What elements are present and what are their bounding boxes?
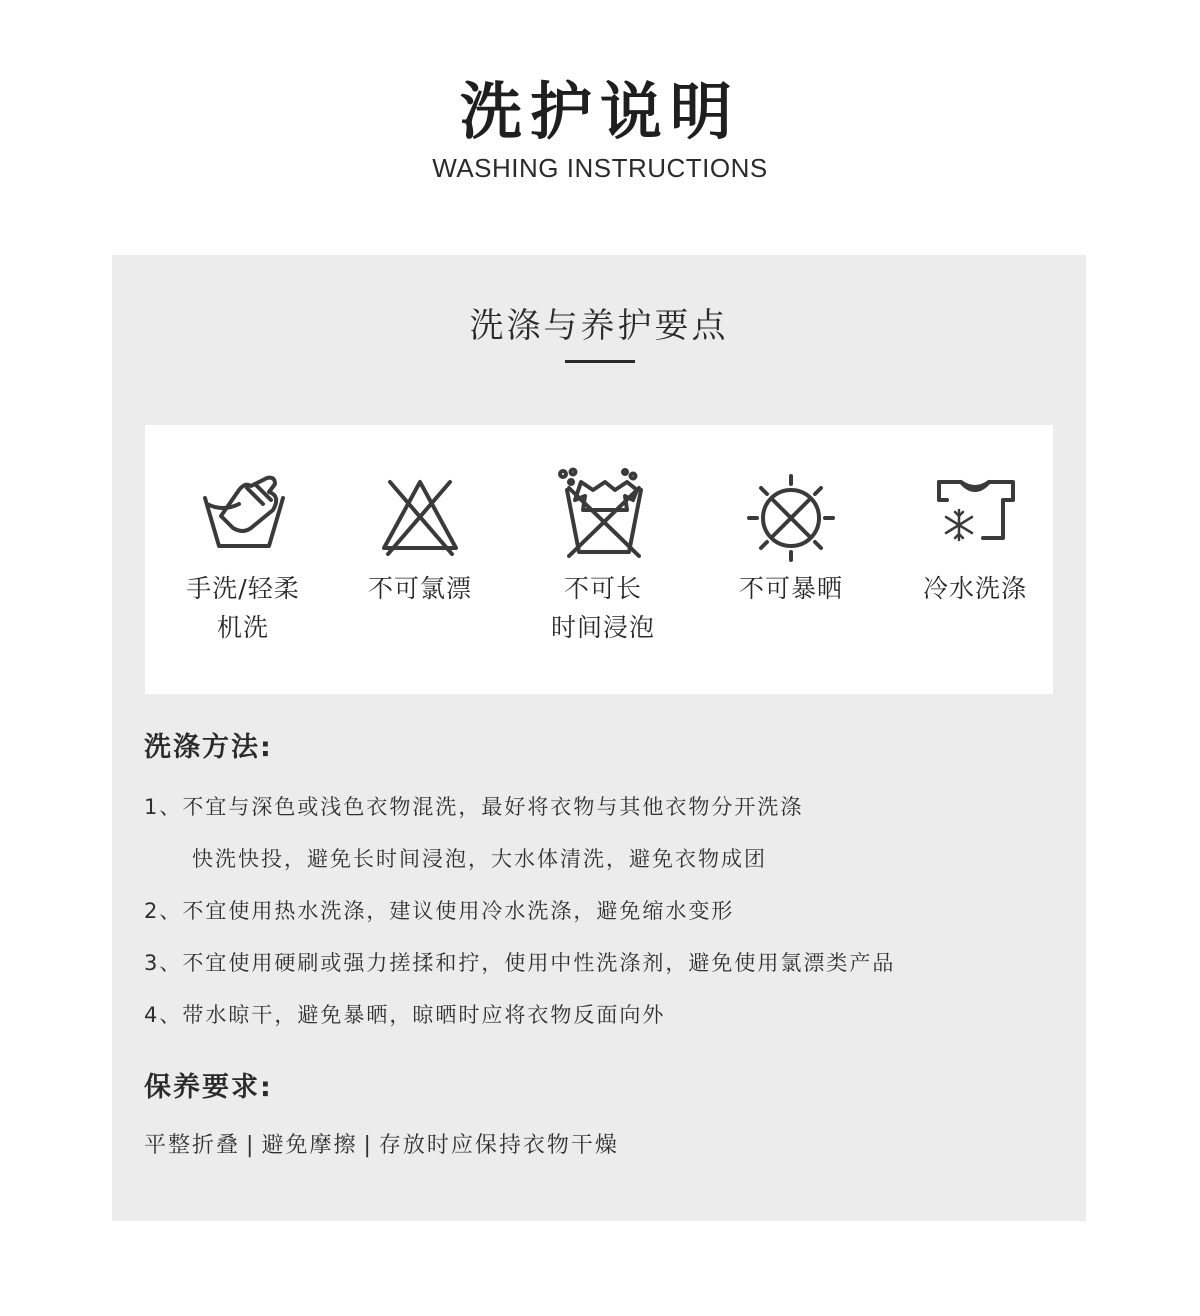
hand-wash-icon [193,470,293,560]
no-bleach-icon [370,470,470,560]
no-soak-icon [553,470,653,560]
title-underline [565,360,635,363]
care-item: 避免摩擦 [261,1133,358,1158]
method-line: 快洗快投，避免长时间浸泡，大水体清洗，避免衣物成团 [192,847,767,871]
symbol-no-sun-dry [701,425,881,694]
method-line: 4、带水晾干，避免暴晒，晾晒时应将衣物反面向外 [144,1003,666,1027]
label-line: 机洗 [216,613,269,642]
label-line: 手洗/轻柔 [186,574,300,603]
care-item: 存放时应保持衣物干燥 [378,1133,619,1158]
care-requirements-heading: 保养要求: [144,1072,273,1103]
panel-title: 洗涤与养护要点 [469,306,729,346]
label-line: 冷水洗涤 [922,574,1027,603]
label-line: 不可暴晒 [738,574,843,603]
symbol-hand-wash [153,425,333,694]
care-separator: | [246,1133,256,1158]
cold-wash-icon [925,470,1025,560]
care-separator: | [363,1133,373,1158]
method-line: 1、不宜与深色或浅色衣物混洗，最好将衣物与其他衣物分开洗涤 [144,795,804,819]
method-line: 3、不宜使用硬刷或强力搓揉和拧，使用中性洗涤剂，避免使用氯漂类产品 [144,951,896,975]
care-symbols-card [145,425,1053,694]
care-panel [112,255,1086,1221]
care-item: 平整折叠 [144,1133,241,1158]
label-line: 不可氯漂 [367,574,472,603]
page-subtitle: WASHING INSTRUCTIONS [432,153,768,183]
symbol-no-soak [513,425,693,694]
symbol-cold-wash [885,425,1065,694]
label-line: 不可长 [563,574,642,603]
washing-method-heading: 洗涤方法: [144,732,273,763]
method-line: 2、不宜使用热水洗涤，建议使用冷水洗涤，避免缩水变形 [144,899,735,923]
page-title: 洗护说明 [459,75,740,148]
no-sun-dry-icon [741,470,841,560]
symbol-no-bleach [330,425,510,694]
snowflake-icon [946,510,972,540]
label-line: 时间浸泡 [550,613,655,642]
care-requirements-line [144,1131,619,1161]
